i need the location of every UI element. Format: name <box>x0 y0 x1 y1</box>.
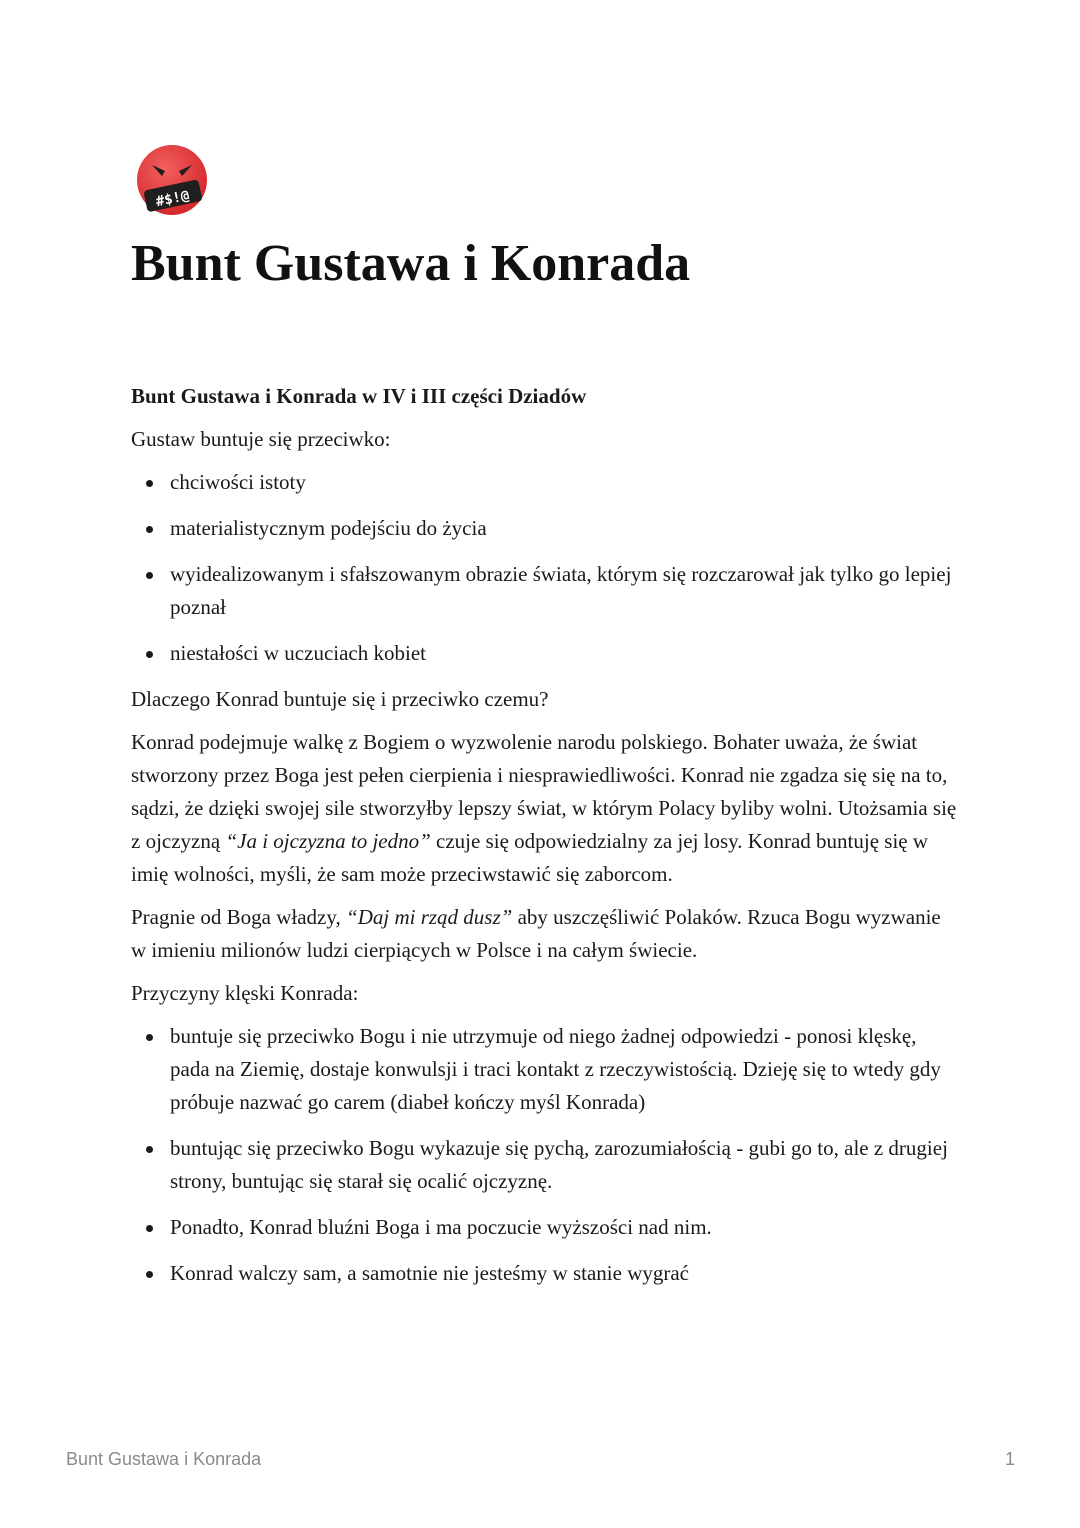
list-item: niestałości w uczuciach kobiet <box>170 637 961 670</box>
cursing-face-icon <box>135 143 209 217</box>
page-number: 1 <box>1004 1449 1015 1469</box>
list-item: buntując się przeciwko Bogu wykazuje się pychą, zarozumiałością - gubi go to, ale z drugiej strony, buntując się starał się ocalić ojczyznę. <box>170 1132 961 1198</box>
konrad-p2-text-b: aby uszczęśliwić Polaków. Rzuca Bogu wyzwanie w imieniu milionów ludzi cierpiących w Polsce i na całym świecie. <box>131 905 941 962</box>
konrad-paragraph-1 <box>131 726 961 891</box>
konrad-p1-text-b: czuje się odpowiedzialny za jej losy. Konrad buntuję się w imię wolności, myśli, że sam może przeciwstawić się zaborcom. <box>131 829 929 886</box>
konrad-paragraph-2 <box>131 901 961 967</box>
emoji-symbols: #$!@ <box>154 187 191 211</box>
section-heading: Bunt Gustawa i Konrada w IV i III części Dziadów <box>131 384 587 408</box>
defeat-intro: Przyczyny klęski Konrada: <box>131 981 359 1005</box>
footer-title: Bunt Gustawa i Konrada <box>66 1449 262 1469</box>
konrad-p1-text-a: Konrad podejmuje walkę z Bogiem o wyzwolenie narodu polskiego. Bohater uważa, że świat stworzony przez Boga jest pełen cierpienia i niesprawiedliwości. Konrad nie zgadza się się na to, sądzi, że dzięki swojej sile stworzyłby lepszy świat, w którym Polacy byliby wolni. Utożsamia się z ojczyzną <box>131 730 957 853</box>
list-item: chciwości istoty <box>170 466 961 499</box>
konrad-question: Dlaczego Konrad buntuje się i przeciwko czemu? <box>131 687 549 711</box>
konrad-p2-quote: “Daj mi rząd dusz” <box>346 905 513 929</box>
konrad-p1-quote: “Ja i ojczyzna to jedno” <box>225 829 431 853</box>
list-item: materialistycznym podejściu do życia <box>170 512 961 545</box>
konrad-p2-text-a: Pragnie od Boga władzy, <box>131 905 347 929</box>
defeat-list <box>131 1020 961 1290</box>
page-title: Bunt Gustawa i Konrada <box>131 235 691 292</box>
list-item: Konrad walczy sam, a samotnie nie jesteśmy w stanie wygrać <box>170 1257 961 1290</box>
list-item: Ponadto, Konrad bluźni Boga i ma poczucie wyższości nad nim. <box>170 1211 961 1244</box>
list-item: buntuje się przeciwko Bogu i nie utrzymuje od niego żadnej odpowiedzi - ponosi klęskę, pada na Ziemię, dostaje konwulsji i traci kontakt z rzeczywistością. Dzieję się to wtedy gdy próbuje nazwać go carem (diabeł kończy myśl Konrada) <box>170 1020 961 1119</box>
document-body <box>131 380 961 1303</box>
gustaw-list <box>131 466 961 670</box>
list-item: wyidealizowanym i sfałszowanym obrazie świata, którym się rozczarował jak tylko go lepiej poznał <box>170 558 961 624</box>
gustaw-intro: Gustaw buntuje się przeciwko: <box>131 427 391 451</box>
